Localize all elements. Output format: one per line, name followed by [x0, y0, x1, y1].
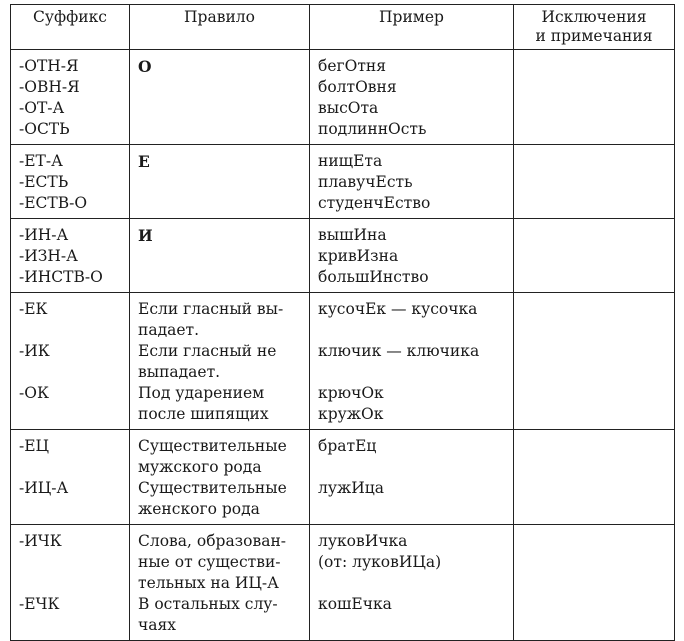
- notes-cell: [514, 145, 675, 219]
- example-cell: братЕц лужИца: [310, 430, 514, 525]
- header-suffix: Суффикс: [11, 5, 130, 50]
- table-row: [11, 293, 675, 430]
- table-row: [11, 430, 675, 525]
- example-cell: луковИчка (от: луковИЦа) кошЕчка: [310, 525, 514, 641]
- notes-cell: [514, 430, 675, 525]
- suffix-cell: -ЕК -ИК -ОК: [11, 293, 130, 430]
- table-row: [11, 219, 675, 293]
- header-example: Пример: [310, 5, 514, 50]
- example-cell: бегОтня болтОвня высОта подлиннОсть: [310, 50, 514, 145]
- rule-cell: О: [130, 50, 310, 145]
- example-cell: нищЕта плавучЕсть студенчЕство: [310, 145, 514, 219]
- rule-cell: Если гласный вы- падает. Если гласный не выпадает. Под ударением после шипящих: [130, 293, 310, 430]
- rule-cell: Существительные мужского рода Существительные женского рода: [130, 430, 310, 525]
- suffix-cell: -ЕТ-А -ЕСТЬ -ЕСТВ-О: [11, 145, 130, 219]
- example-cell: вышИна кривИзна большИнство: [310, 219, 514, 293]
- example-cell: кусочЕк — кусочка ключик — ключика крючОк кружОк: [310, 293, 514, 430]
- rule-cell: И: [130, 219, 310, 293]
- header-rule: Правило: [130, 5, 310, 50]
- notes-cell: [514, 293, 675, 430]
- table-row: [11, 145, 675, 219]
- table-row: [11, 525, 675, 641]
- suffix-cell: -ИН-А -ИЗН-А -ИНСТВ-О: [11, 219, 130, 293]
- notes-cell: [514, 525, 675, 641]
- rule-cell: Слова, образован- ные от существи- тельных на ИЦ-А В остальных слу- чаях: [130, 525, 310, 641]
- suffix-cell: -ЕЦ -ИЦ-А: [11, 430, 130, 525]
- suffix-cell: -ОТН-Я -ОВН-Я -ОТ-А -ОСТЬ: [11, 50, 130, 145]
- suffix-spelling-table: [10, 4, 675, 641]
- table-row: [11, 50, 675, 145]
- header-row: [11, 5, 675, 50]
- notes-cell: [514, 50, 675, 145]
- suffix-cell: -ИЧК -ЕЧК: [11, 525, 130, 641]
- notes-cell: [514, 219, 675, 293]
- rule-cell: Е: [130, 145, 310, 219]
- header-notes: Исключения и примечания: [514, 5, 675, 50]
